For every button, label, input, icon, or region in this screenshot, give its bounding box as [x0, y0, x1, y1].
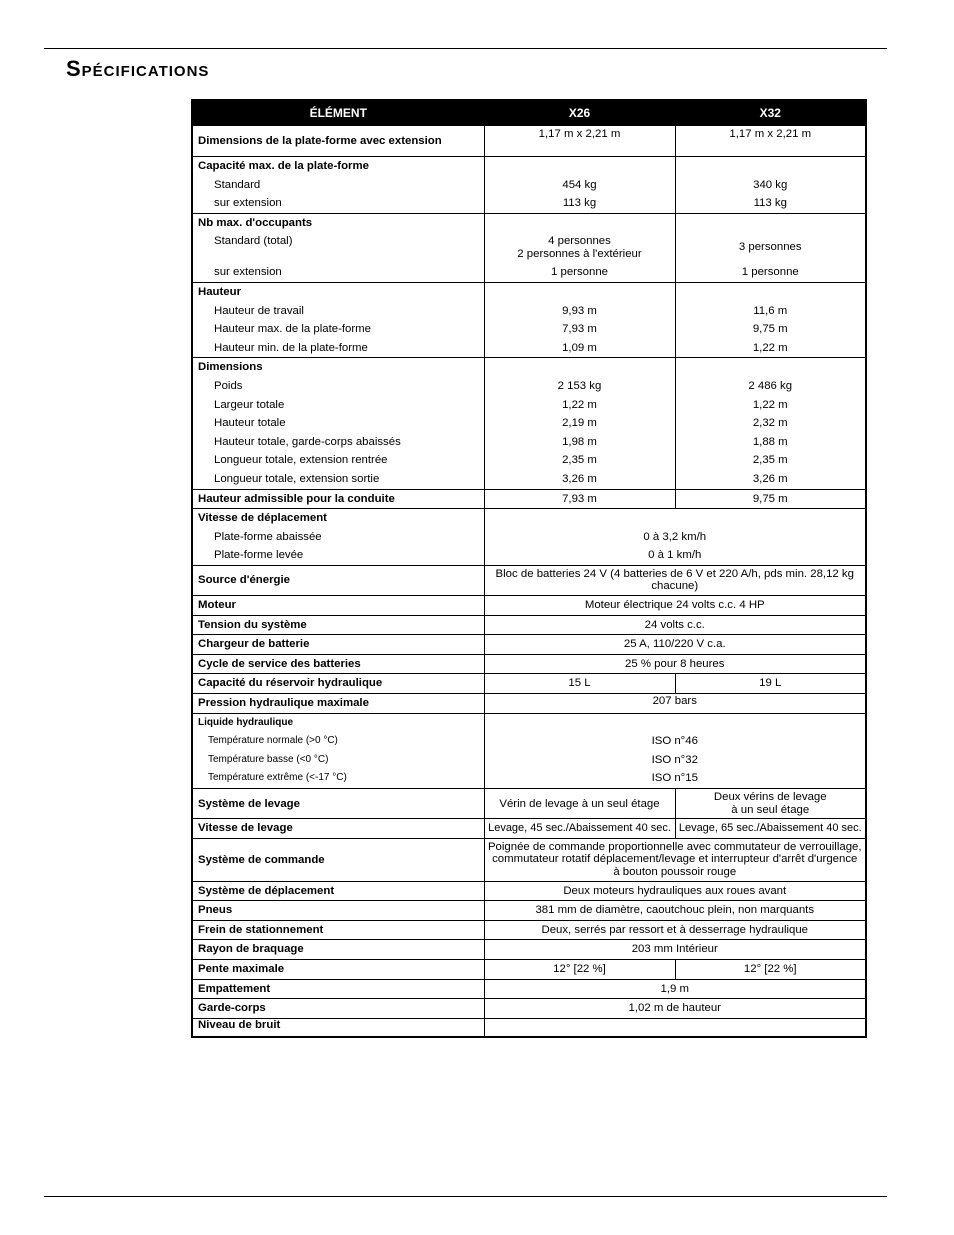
cell-value: 113 kg: [753, 197, 787, 210]
sub-label: Hauteur min. de la plate-forme: [214, 341, 368, 354]
cell-value: Bloc de batteries 24 V (4 batteries de 6 V et 220 A/h, pds min. 28,12 kg chacune): [495, 567, 854, 593]
cell-value: 0 à 1 km/h: [648, 549, 702, 562]
table-row: [192, 489, 866, 509]
cell-value: Moteur électrique 24 volts c.c. 4 HP: [584, 599, 765, 612]
table-row: [192, 615, 866, 635]
sub-label: Longueur totale, extension sortie: [214, 472, 380, 485]
cell-value: 1,22 m: [752, 341, 788, 354]
row-label: Empattement: [198, 982, 271, 995]
table-row: [192, 881, 866, 901]
row-label: Vitesse de levage: [198, 822, 293, 835]
cell-value: 3,26 m: [752, 472, 788, 485]
cell-value: 113 kg: [562, 197, 597, 210]
cell-value: 1,9 m: [660, 982, 689, 995]
table-row: [192, 713, 866, 788]
table-row: [192, 789, 866, 819]
cell-value: 1 personne: [551, 266, 608, 279]
cell-value: 24 volts c.c.: [644, 618, 705, 631]
row-label: Capacité max. de la plate-forme: [198, 160, 369, 172]
row-label: Pneus: [198, 904, 233, 917]
cell-value: 3,26 m: [562, 472, 597, 485]
cell-value: 2 personnes à l'extérieur: [517, 248, 642, 261]
table-row: [192, 979, 866, 999]
cell-value: 454 kg: [562, 178, 597, 191]
row-label: Pente maximale: [198, 962, 285, 975]
table-row: [192, 509, 866, 566]
row-label: Chargeur de batterie: [198, 638, 310, 651]
table-row: [192, 213, 866, 282]
table-row: [192, 635, 866, 655]
sub-label: Poids: [214, 379, 243, 392]
sub-label: Hauteur max. de la plate-forme: [214, 323, 372, 336]
row-label: Frein de stationnement: [198, 923, 324, 936]
cell-value: 2,19 m: [562, 417, 597, 430]
cell-value: 2,35 m: [562, 454, 597, 467]
row-label: Hauteur: [198, 285, 242, 298]
table-row: [192, 1018, 866, 1037]
table-row: [192, 282, 866, 357]
cell-value: 203 mm Intérieur: [631, 943, 718, 956]
sub-label: Standard: [214, 178, 261, 191]
cell-value: 1,88 m: [752, 435, 788, 448]
table-row: [192, 596, 866, 616]
table-row: [192, 838, 866, 881]
sub-label: Température extrême (<-17 °C): [208, 772, 347, 784]
table-row: [192, 654, 866, 674]
table-row: [192, 565, 866, 595]
cell-value: 7,93 m: [562, 323, 597, 336]
row-label: Cycle de service des batteries: [198, 657, 361, 670]
table-row: [192, 999, 866, 1019]
cell-value: 15 L: [568, 677, 591, 690]
cell-value: ISO n°32: [651, 753, 698, 766]
cell-value: Levage, 45 sec./Abaissement 40 sec.: [488, 822, 671, 835]
row-label: Garde-corps: [198, 1002, 266, 1015]
table-row: [192, 819, 866, 839]
table-row: [192, 901, 866, 921]
cell-value: 7,93 m: [562, 492, 597, 505]
header-x32: X32: [675, 100, 866, 126]
cell-value: 9,75 m: [752, 323, 788, 336]
table-row: [192, 694, 866, 714]
table-row: [192, 674, 866, 694]
row-label: Rayon de braquage: [198, 943, 304, 956]
cell-value: 381 mm de diamètre, caoutchouc plein, non marquants: [535, 904, 815, 917]
cell-value: ISO n°15: [651, 772, 698, 785]
cell-value: 1,22 m: [752, 398, 788, 411]
cell-value: 1,17 m x 2,21 m: [729, 128, 812, 140]
cell-value: 12° [22 %]: [553, 962, 606, 975]
row-label: Système de commande: [198, 853, 325, 866]
sub-label: Hauteur totale, garde-corps abaissés: [214, 435, 401, 448]
sub-label: Longueur totale, extension rentrée: [214, 454, 388, 467]
cell-value: 1,98 m: [562, 435, 597, 448]
table-row: [192, 940, 866, 960]
row-label: Moteur: [198, 599, 236, 612]
sub-label: Température basse (<0 °C): [208, 753, 329, 765]
sub-label: Plate-forme levée: [214, 549, 304, 562]
row-label: Système de déplacement: [198, 884, 335, 897]
sub-label: Hauteur totale: [214, 417, 286, 430]
row-label: Tension du système: [198, 618, 307, 631]
row-label: Niveau de bruit: [198, 1018, 281, 1031]
cell-value: 25 A, 110/220 V c.a.: [623, 638, 726, 651]
cell-value: 2 153 kg: [557, 379, 602, 392]
row-label: Pression hydraulique maximale: [198, 697, 369, 710]
cell-value: ISO n°46: [651, 735, 698, 748]
cell-value: 1,09 m: [562, 341, 597, 354]
table-header-row: [192, 100, 866, 126]
table-row: [192, 920, 866, 940]
sub-label: sur extension: [214, 266, 282, 279]
cell-value: 11,6 m: [753, 304, 788, 317]
row-label: Dimensions: [198, 361, 263, 374]
cell-value: à un seul étage: [731, 803, 810, 816]
sub-label: sur extension: [214, 197, 282, 210]
specifications-table: [191, 99, 867, 1038]
cell-value: 1,17 m x 2,21 m: [538, 128, 621, 140]
table-row: [192, 358, 866, 489]
cell-value: 0 à 3,2 km/h: [643, 530, 707, 543]
cell-value: 19 L: [759, 677, 782, 690]
cell-value: Vérin de levage à un seul étage: [499, 797, 660, 810]
cell-value: Poignée de commande proportionnelle avec commutateur de verrouillage, commutateur rotatif déplacement/levage et interrupteur d'arrêt d'urgence à bouton poussoir rouge: [487, 840, 862, 878]
cell-value: Deux moteurs hydrauliques aux roues avant: [563, 884, 787, 897]
table-row: [192, 126, 866, 157]
cell-value: [485, 1019, 866, 1036]
cell-value: 1,02 m de hauteur: [628, 1002, 721, 1015]
row-label: Vitesse de déplacement: [198, 512, 327, 525]
row-label: Liquide hydraulique: [198, 716, 294, 728]
cell-value: 1,22 m: [562, 398, 597, 411]
cell-value: Deux, serrés par ressort et à desserrage hydraulique: [541, 923, 809, 936]
cell-value: 2,32 m: [752, 417, 788, 430]
sub-label: Température normale (>0 °C): [208, 735, 338, 747]
table-row: [192, 959, 866, 979]
header-rule: [44, 48, 887, 49]
cell-value: Levage, 65 sec./Abaissement 40 sec.: [678, 822, 862, 835]
row-label: Capacité du réservoir hydraulique: [198, 677, 383, 690]
footer-rule: [44, 1196, 887, 1197]
sub-label: Standard (total): [214, 235, 293, 248]
cell-value: Deux vérins de levage: [713, 791, 827, 803]
row-label: Hauteur admissible pour la conduite: [198, 492, 395, 505]
sub-label: Largeur totale: [214, 398, 285, 411]
row-label: Dimensions de la plate-forme avec extension: [198, 135, 442, 147]
cell-value: 1 personne: [741, 266, 799, 279]
cell-value: 2 486 kg: [748, 379, 793, 392]
sub-label: Plate-forme abaissée: [214, 530, 322, 543]
cell-value: 9,75 m: [752, 492, 788, 505]
row-label: Système de levage: [198, 797, 300, 810]
row-label: Source d'énergie: [198, 574, 290, 587]
page-title: Spécifications: [66, 56, 210, 81]
cell-value: 9,93 m: [562, 304, 597, 317]
table-row: [192, 157, 866, 214]
header-element: ÉLÉMENT: [192, 100, 484, 126]
cell-value: 340 kg: [753, 178, 788, 191]
cell-value: 12° [22 %]: [743, 962, 797, 975]
cell-value: 2,35 m: [752, 454, 788, 467]
cell-value: 25 % pour 8 heures: [625, 657, 725, 670]
sub-label: Hauteur de travail: [214, 304, 304, 317]
row-label: Nb max. d'occupants: [198, 216, 313, 229]
cell-value: 207 bars: [652, 695, 697, 708]
header-x26: X26: [484, 100, 675, 126]
cell-value: 4 personnes: [548, 235, 611, 248]
cell-value: 3 personnes: [738, 241, 802, 254]
